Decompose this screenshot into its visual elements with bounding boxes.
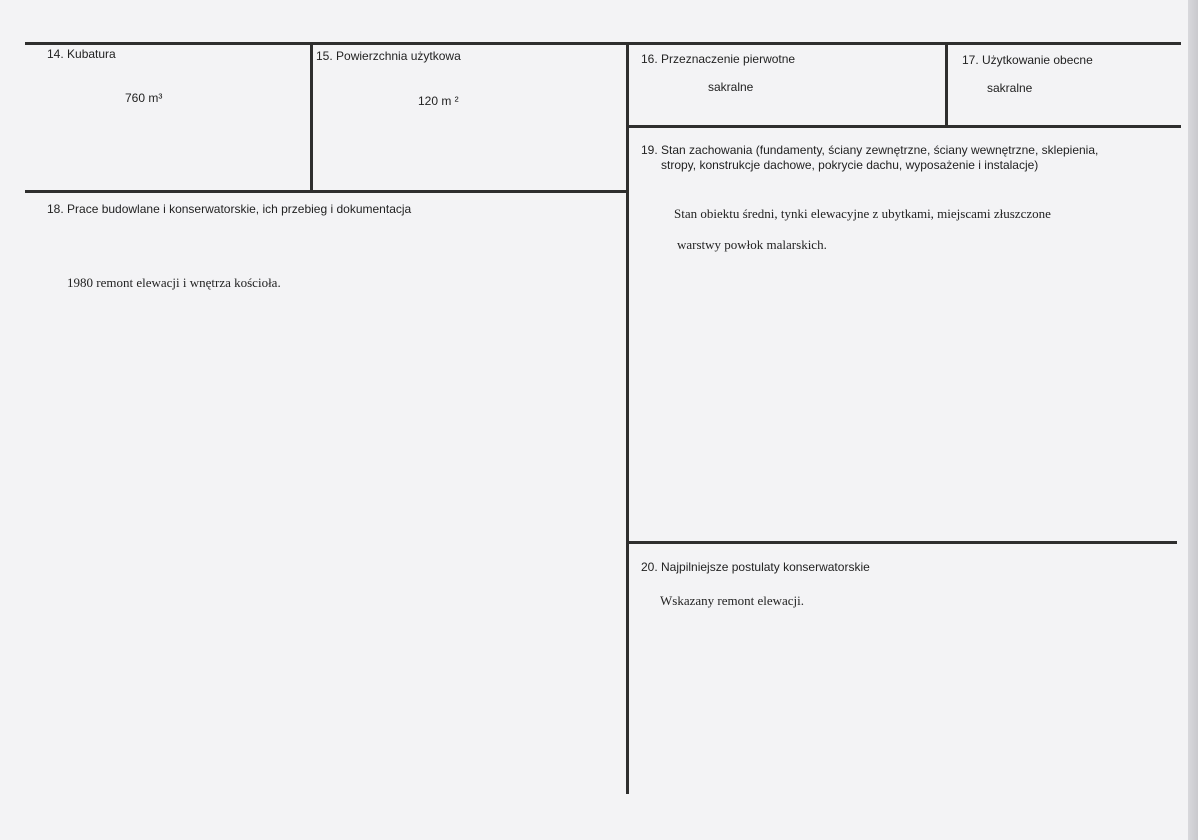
stan-zachowania-label-line2: stropy, konstrukcje dachowe, pokrycie dachu, wyposażenie i instalacje) bbox=[661, 158, 1039, 172]
postulaty-label: 20. Najpilniejsze postulaty konserwatorskie bbox=[641, 560, 870, 574]
rule-above-19 bbox=[628, 125, 1181, 128]
divider-left-right bbox=[626, 44, 629, 794]
rule-above-18 bbox=[25, 190, 628, 193]
postulaty-value: Wskazany remont elewacji. bbox=[660, 593, 805, 608]
powierzchnia-label: 15. Powierzchnia użytkowa bbox=[316, 49, 461, 63]
przeznaczenie-label: 16. Przeznaczenie pierwotne bbox=[641, 52, 796, 66]
przeznaczenie-value: sakralne bbox=[708, 80, 754, 94]
top-rule bbox=[25, 42, 1181, 45]
stan-zachowania-value-line1: Stan obiektu średni, tynki elewacyjne z ubytkami, miejscami złuszczone bbox=[674, 206, 1051, 221]
prace-label: 18. Prace budowlane i konserwatorskie, ich przebieg i dokumentacja bbox=[47, 202, 412, 216]
kubatura-label: 14. Kubatura bbox=[47, 47, 116, 61]
divider-14-15 bbox=[310, 44, 313, 192]
uzytkowanie-value: sakralne bbox=[987, 81, 1033, 95]
prace-value: 1980 remont elewacji i wnętrza kościoła. bbox=[67, 275, 281, 290]
stan-zachowania-label-line1: 19. Stan zachowania (fundamenty, ściany zewnętrzne, ściany wewnętrzne, sklepienia, bbox=[641, 143, 1099, 157]
kubatura-value: 760 m³ bbox=[125, 91, 163, 105]
stan-zachowania-value-line2: warstwy powłok malarskich. bbox=[677, 237, 827, 252]
uzytkowanie-label: 17. Użytkowanie obecne bbox=[962, 53, 1093, 67]
powierzchnia-value: 120 m ² bbox=[418, 94, 459, 108]
divider-16-17 bbox=[945, 44, 948, 126]
rule-above-20 bbox=[628, 541, 1177, 544]
paper-edge bbox=[1188, 0, 1198, 840]
